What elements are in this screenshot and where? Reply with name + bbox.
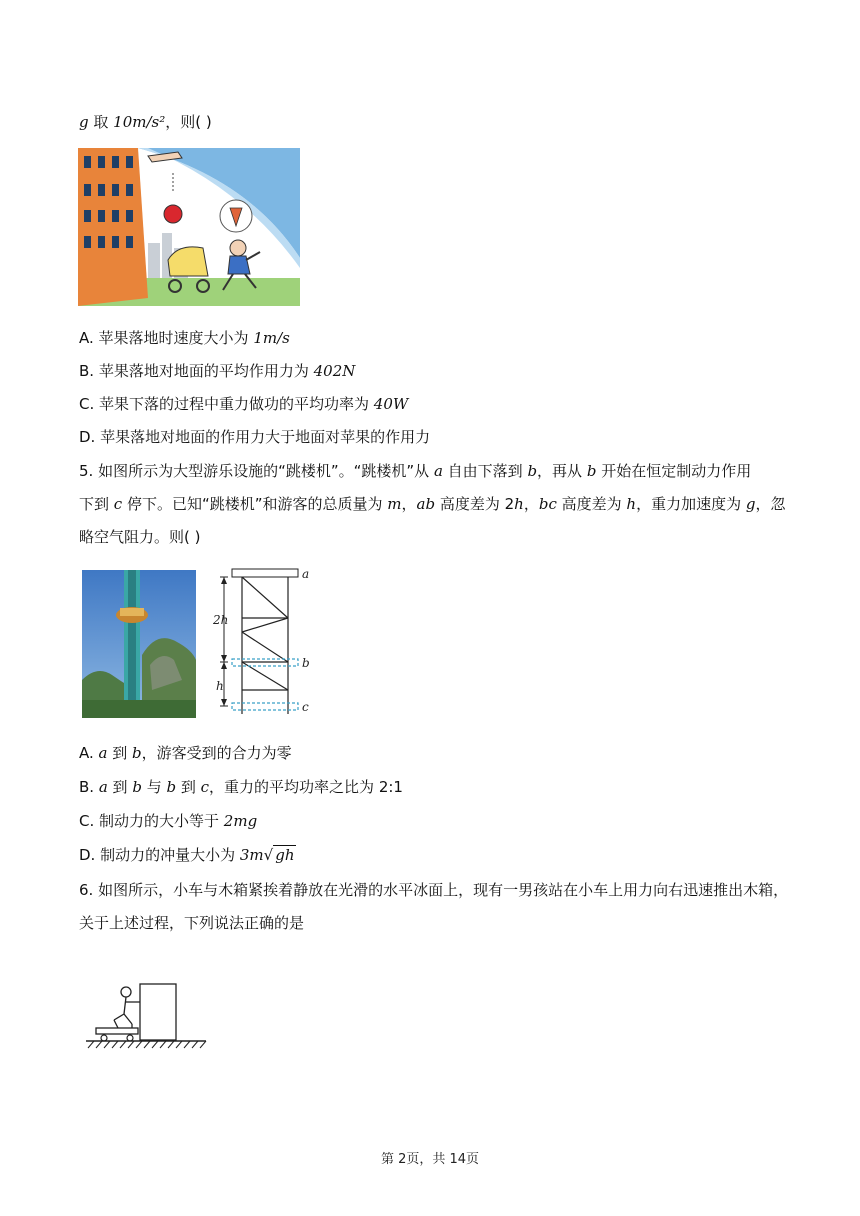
option-label: C. bbox=[79, 812, 100, 830]
cart bbox=[96, 1028, 138, 1034]
label-b: b bbox=[302, 656, 310, 670]
option-value: 402N bbox=[313, 362, 356, 380]
q5-text: 高度差为 bbox=[556, 495, 627, 513]
option-label: B. bbox=[79, 362, 99, 380]
q4-intro-value: 10m/s² bbox=[113, 113, 166, 131]
option-text: 到 bbox=[176, 778, 201, 796]
sqrt-sign: √ bbox=[263, 846, 274, 864]
q5-text: 略空气阻力。则( ) bbox=[79, 528, 201, 546]
option-value: 2mg bbox=[223, 812, 258, 830]
option-text: ，重力的平均功率之比为 2:1 bbox=[209, 778, 403, 796]
q5-text: 5. 如图所示为大型游乐设施的“跳楼机”。“跳楼机”从 bbox=[79, 462, 434, 480]
q5-option-d bbox=[79, 845, 296, 865]
label-c: c bbox=[302, 700, 309, 714]
apple bbox=[164, 205, 182, 223]
var-a: a bbox=[98, 778, 108, 796]
q5-text: 停下。已知“跳楼机”和游客的总质量为 bbox=[122, 495, 388, 513]
option-coef: 3m bbox=[239, 846, 264, 864]
q5-stem-line-1 bbox=[79, 461, 751, 481]
q5-stem-line-2 bbox=[79, 494, 786, 514]
var-g: g bbox=[745, 495, 756, 513]
option-text: 苹果下落的过程中重力做功的平均功率为 bbox=[99, 395, 374, 413]
q5-option-b bbox=[79, 777, 403, 797]
option-label: C. bbox=[79, 395, 100, 413]
option-text: 到 bbox=[107, 744, 133, 762]
option-value: 1m/s bbox=[253, 329, 290, 347]
var-c: c bbox=[200, 778, 210, 796]
option-label: D. bbox=[79, 846, 101, 864]
cart-wheel bbox=[101, 1035, 107, 1041]
ground-hatching bbox=[88, 1041, 206, 1048]
option-label: A. bbox=[79, 744, 99, 762]
boy-figure bbox=[114, 987, 140, 1028]
var-g: g bbox=[79, 113, 89, 131]
q5-text: 开始在恒定制动力作用 bbox=[596, 462, 752, 480]
label-2h: 2h bbox=[213, 613, 229, 627]
q6-stem-line-2 bbox=[79, 913, 304, 933]
option-text: 到 bbox=[107, 778, 133, 796]
q4-option-d bbox=[79, 427, 430, 447]
var-bc: bc bbox=[538, 495, 557, 513]
label-a: a bbox=[302, 567, 310, 581]
q4-option-b bbox=[79, 361, 355, 381]
var-b: b bbox=[166, 778, 177, 796]
q5-text: 自由下落到 bbox=[442, 462, 528, 480]
q4-intro-line bbox=[79, 112, 212, 132]
q5-text: 高度差为 2 bbox=[435, 495, 515, 513]
q5-text: 下到 bbox=[79, 495, 114, 513]
option-label: D. bbox=[79, 428, 101, 446]
option-text: 与 bbox=[141, 778, 167, 796]
q5-text: ， bbox=[401, 495, 417, 513]
option-text: 苹果落地对地面的作用力大于地面对苹果的作用力 bbox=[100, 428, 431, 446]
q5-text: ，忽 bbox=[755, 495, 786, 513]
drop-tower-photo bbox=[82, 570, 196, 718]
option-text: 苹果落地对地面的平均作用力为 bbox=[98, 362, 314, 380]
option-text: 制动力的大小等于 bbox=[99, 812, 224, 830]
option-text: 苹果落地时速度大小为 bbox=[98, 329, 254, 347]
option-value: 40W bbox=[373, 395, 409, 413]
q6-text: 关于上述过程，下列说法正确的是 bbox=[79, 914, 305, 932]
wooden-box bbox=[140, 984, 176, 1040]
option-label: A. bbox=[79, 329, 99, 347]
q4-option-a bbox=[79, 328, 290, 348]
page-footer: 第 2页，共 14页 bbox=[380, 1152, 480, 1167]
tower-top-cap bbox=[232, 569, 298, 577]
option-label: B. bbox=[79, 778, 99, 796]
q5-option-c bbox=[79, 811, 257, 831]
var-a: a bbox=[98, 744, 108, 762]
var-h: h bbox=[514, 495, 524, 513]
tower-frame bbox=[242, 577, 288, 714]
q4-intro-text2: ，则( ) bbox=[165, 113, 212, 131]
cart-wheel bbox=[127, 1035, 133, 1041]
var-m: m bbox=[387, 495, 402, 513]
option-text: ，游客受到的合力为零 bbox=[141, 744, 292, 762]
sqrt-radicand: gh bbox=[275, 846, 295, 864]
drop-tower-diagram bbox=[208, 562, 328, 722]
label-h: h bbox=[216, 679, 224, 693]
var-b: b bbox=[132, 778, 142, 796]
q4-option-c bbox=[79, 394, 408, 414]
q5-option-a bbox=[79, 743, 292, 763]
option-text: 制动力的冲量大小为 bbox=[100, 846, 240, 864]
q4-intro-text1: 取 bbox=[88, 113, 114, 131]
var-ab: ab bbox=[416, 495, 436, 513]
var-a: a bbox=[433, 462, 443, 480]
var-h: h bbox=[626, 495, 637, 513]
falling-apple-cartoon bbox=[78, 148, 300, 306]
q5-text: ，再从 bbox=[537, 462, 587, 480]
q6-text: 6. 如图所示，小车与木箱紧挨着静放在光滑的水平冰面上，现有一男孩站在小车上用力向右迅速推出木箱， bbox=[79, 881, 789, 899]
cart-box-diagram bbox=[84, 980, 208, 1052]
q5-text: ， bbox=[523, 495, 539, 513]
var-c: c bbox=[113, 495, 123, 513]
var-b: b bbox=[132, 744, 142, 762]
building bbox=[78, 148, 148, 306]
var-b: b bbox=[527, 462, 538, 480]
q5-text: ，重力加速度为 bbox=[636, 495, 746, 513]
q5-stem-line-3 bbox=[79, 527, 200, 547]
q6-stem-line-1 bbox=[79, 880, 788, 900]
var-b: b bbox=[586, 462, 597, 480]
